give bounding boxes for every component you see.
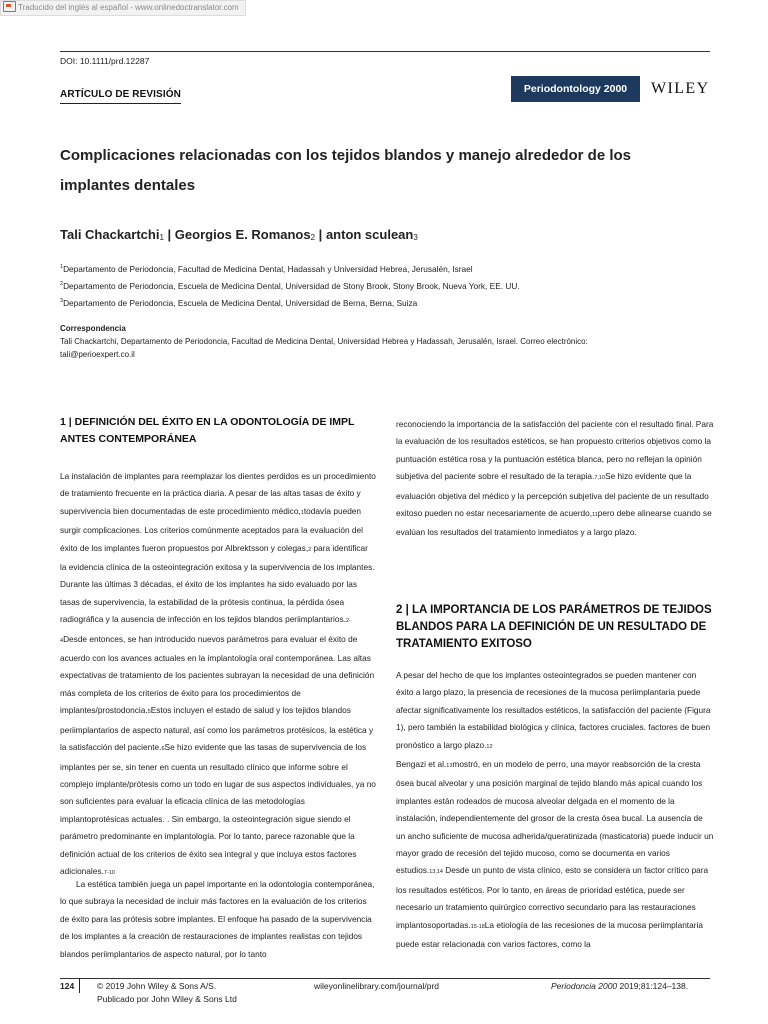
header-rule	[60, 51, 710, 52]
article-title: Complicaciones relacionadas con los tejidos blandos y manejo alrededor de los implantes dentales	[60, 147, 631, 194]
section-number: 2	[396, 604, 403, 616]
section-1-paragraph-2	[60, 876, 376, 963]
body-text: Desde entonces, se han introducido nuevos parámetros para evaluar el éxito de acuerdo con los avances actuales en la implantología oral contemporánea. Las altas expectativas de tratamiento de los pacientes subrayan la necesidad de una definición más completa de los criterios de éxito para los procedimientos de implantes/prostodoncia.	[60, 633, 375, 716]
affiliation-1	[60, 264, 473, 274]
citation-ref[interactable]: 15-18	[470, 923, 485, 930]
citation-ref[interactable]: 13	[446, 763, 453, 770]
section-1-heading: 1 | DEFINICIÓN DEL ÉXITO EN LA ODONTOLOGÍA DE IMPL ANTES CONTEMPORÁNEA	[60, 416, 355, 445]
affiliation-text: Departamento de Periodoncia, Escuela de Medicina Dental, Universidad de Berna, Berna, Suiza	[63, 298, 418, 308]
translation-banner-text: Traducido del inglés al español - www.onlinedoctranslator.com	[18, 3, 239, 12]
article-type: ARTÍCULO DE REVISIÓN	[60, 89, 181, 104]
section-1-paragraph-3	[396, 416, 714, 542]
section-title: LA IMPORTANCIA DE LOS PARÁMETROS DE TEJIDOS BLANDOS PARA LA DEFINICIÓN DE UN RESULTADO DE TRATAMIENTO EXITOSO	[396, 604, 712, 650]
citation-ref[interactable]: 12	[486, 743, 493, 750]
correspondence-text: Tali Chackartchi, Departamento de Periodoncia, Facultad de Medicina Dental, Universidad Hebrea y Hadassah, Jerusalén, Israel. Correo electrónico: tali@perioexpert.co.il	[60, 337, 588, 359]
section-1-paragraph-1	[60, 468, 376, 882]
citation-ref[interactable]: 2-4	[60, 618, 351, 644]
body-text: La estética también juega un papel importante en la odontología contemporánea, lo que subraya la necesidad de incluir más factores en la evaluación de los criterios de éxito para las prótesis sobre implantes. El enfoque ha pasado de la supervivencia de los implantes a la creación de restauraciones de implantes realistas con tejidos blandos periimplantarios de aspecto natural, por lo tanto	[60, 879, 375, 959]
body-text: Se hizo evidente que la evaluación objetiva del médico y la percepción subjetiva del paciente de un resultado exitoso pueden no estar necesariamente de acuerdo,	[396, 471, 709, 519]
correspondence-label: Correspondencia	[60, 324, 126, 333]
body-text: La etiología de las recesiones de la mucosa periimplantaria puede estar relacionada con varios factores, como la	[396, 919, 703, 950]
footer-publisher: Publicado por John Wiley & Sons Ltd	[97, 994, 237, 1004]
footer-volume-pages: 2019;81:124–138.	[619, 981, 689, 991]
affiliation-number: 1	[60, 264, 64, 271]
affiliation-text: Departamento de Periodoncia, Escuela de Medicina Dental, Universidad de Stony Brook, Stony Brook, Nueva York, EE. UU.	[63, 281, 520, 291]
footer-rule	[60, 978, 710, 979]
footer-copyright: © 2019 John Wiley & Sons A/S.	[97, 981, 217, 991]
citation-ref[interactable]: 7,10	[594, 475, 606, 482]
body-text: Estos incluyen el estado de salud y los tejidos blandos periimplantarios de aspecto natural, así como los parámetros protésicos, la estética y la satisfacción del paciente.	[60, 705, 374, 753]
affiliation-number: 3	[60, 298, 64, 305]
author-3[interactable]: anton sculean	[325, 227, 414, 242]
citation-ref[interactable]: 13,14	[429, 869, 443, 876]
citation-ref[interactable]: 5	[147, 709, 151, 716]
author-separator: |	[163, 227, 175, 242]
body-text: Bengazi et al.	[396, 759, 447, 770]
citation-ref[interactable]: 1	[300, 509, 304, 516]
translate-icon	[3, 1, 16, 12]
footer-journal-url[interactable]: wileyonlinelibrary.com/journal/prd	[314, 981, 440, 991]
body-text: Se hizo evidente que las tasas de supervivencia de los implantes per se, sin tener en cuenta un resultado clínico que informe sobre el complejo implante/prótesis como un todo en lugar de sus aspectos individuales, ya no son suficientes para evaluar la eficacia clínica de las metodologías implantoprotésicas actuales. . Sin embargo, la osteointegración sigue siendo el parámetro predominante en implantología. Por lo tanto, parece razonable que la definición actual de los criterios de éxito sea integral y que incluya estos factores adicionales.	[60, 742, 376, 876]
author-separator: |	[315, 227, 326, 242]
author-1[interactable]: Tali Chackartchi	[60, 227, 160, 242]
section-number: 1	[60, 416, 66, 428]
section-2-paragraph-1	[396, 667, 714, 954]
citation-ref[interactable]: 2	[308, 546, 312, 553]
author-2[interactable]: Georgios E. Romanos	[174, 227, 311, 242]
affiliation-2	[60, 281, 520, 291]
author-2-affiliation: 2	[310, 233, 316, 242]
body-text: para identificar la evidencia clínica de la osteointegración exitosa y la supervivencia de los implantes. Durante las últimas 3 décadas, el éxito de los implantes ha sido evaluado por las tasas de supervivencia, la estabilidad de la prótesis continua, la pérdida ósea radiográfica y la ausencia de infección en los tejidos blandos periimplantarios.	[60, 542, 375, 625]
citation-ref[interactable]: 6	[161, 746, 165, 753]
affiliation-3	[60, 298, 417, 308]
body-text: todavía pueden surgir complicaciones. Los criterios comúnmente aceptados para la evaluación del éxito de los implantes fueron propuestos por Albrektsson y colegas,	[60, 505, 363, 553]
journal-badge: Periodontology 2000	[511, 76, 640, 102]
footer-journal-name: Periodoncia 2000	[551, 981, 618, 991]
body-text: reconociendo la importancia de la satisfacción del paciente con el resultado final. Para la evaluación de los resultados estéticos, se han propuesto criterios objetivos como la puntuación estética rosa y la puntuación estética blanca, pero no reflejan la opinión subjetiva del paciente sobre el resultado de la terapia.	[396, 419, 714, 482]
author-list	[60, 227, 418, 242]
body-text: pero debe alinearse cuando se evalúan los resultados del tratamiento inmediatos y a largo plazo.	[396, 508, 712, 538]
page-number: 124	[60, 981, 75, 991]
body-text: mostró, en un modelo de perro, una mayor reabsorción de la cresta ósea bucal alveolar y una posición marginal de tejido blando más apical cuando los implantes están rodeados de mucosa alveolar delgada en el momento de la instalación, independientemente del grosor de la cresta ósea bucal. La ausencia de un ancho suficiente de mucosa adherida/queratinizada (masticatoria) puede inducir un mayor grado de recesión del tejido mucoso, como se documenta en varios estudios.	[396, 759, 714, 876]
section-title: DEFINICIÓN DEL ÉXITO EN LA ODONTOLOGÍA DE IMPL ANTES CONTEMPORÁNEA	[60, 416, 355, 445]
translation-banner[interactable]	[0, 0, 246, 16]
page-number-divider	[79, 979, 80, 993]
body-text: La instalación de implantes para reemplazar los dientes perdidos es un procedimiento de tratamiento frecuente en la práctica diaria. A pesar de las altas tasas de éxito y supervivencia bien documentadas de este procedimiento médico,	[60, 471, 376, 516]
footer-citation	[551, 981, 688, 991]
citation-ref[interactable]: 11	[592, 512, 598, 519]
citation-ref[interactable]: 7-10	[103, 869, 115, 876]
author-1-affiliation: 1	[159, 233, 164, 242]
affiliation-number: 2	[60, 281, 64, 288]
body-text: A pesar del hecho de que los implantes osteointegrados se pueden mantener con éxito a largo plazo, la presencia de recesiones de la mucosa periimplantaria puede afectar significativamente los resultados estéticos, la satisfacción del paciente (Figura 1), pero también la estabilidad biológica y clínica, factores cruciales. factores de buen pronóstico a largo plazo.	[396, 670, 711, 750]
author-3-affiliation: 3	[413, 233, 418, 242]
publisher-logo: WILEY	[651, 80, 710, 97]
section-2-heading: 2 | LA IMPORTANCIA DE LOS PARÁMETROS DE TEJIDOS BLANDOS PARA LA DEFINICIÓN DE UN RESULTADO DE TRATAMIENTO EXITOSO	[396, 604, 712, 650]
body-text: Desde un punto de vista clínico, esto se considera un factor crítico para los resultados estéticos. Por lo tanto, en áreas de prioridad estética, puede ser necesario un tratamiento quirúrgico correctivo secundario para las restauraciones implantosoportadas.	[396, 865, 709, 930]
affiliation-text: Departamento de Periodoncia, Facultad de Medicina Dental, Hadassah y Universidad Hebrea, Jerusalén, Israel	[63, 264, 473, 274]
doi[interactable]: DOI: 10.1111/prd.12287	[60, 56, 150, 66]
